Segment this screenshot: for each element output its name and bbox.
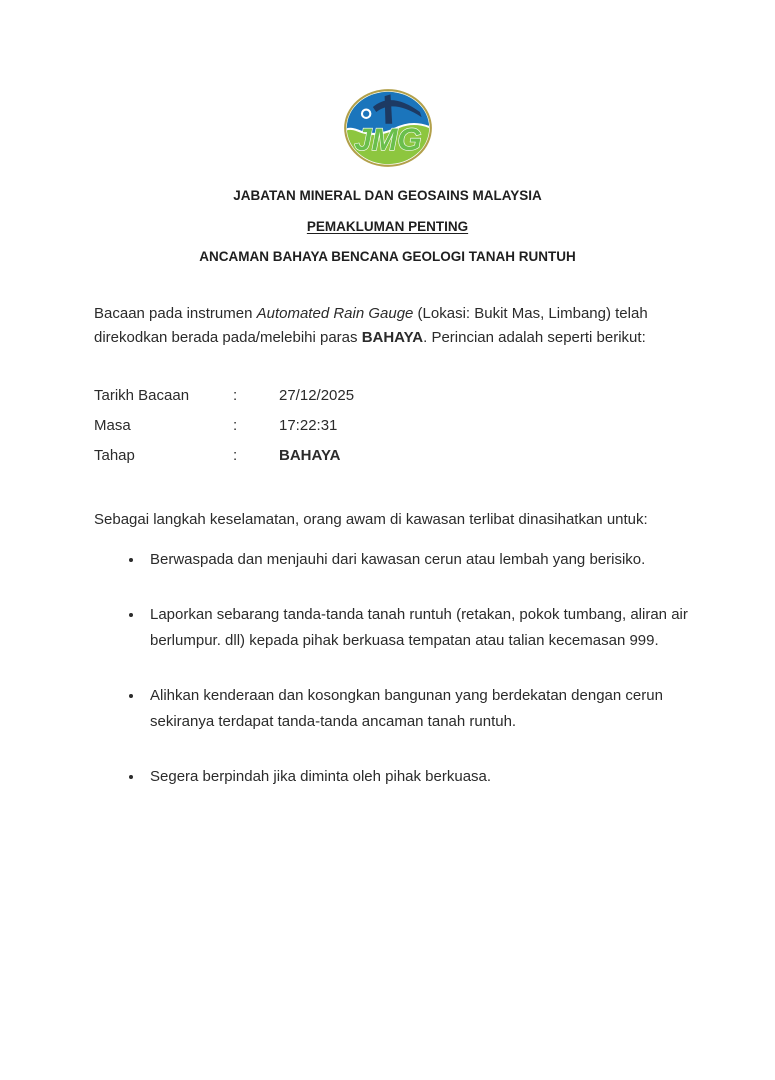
detail-label: Tarikh Bacaan — [94, 387, 190, 404]
reading-details-table — [94, 381, 688, 471]
intro-text-1: Bacaan pada instrumen — [94, 305, 257, 322]
intro-text-2: (Lokasi: Bukit Mas, Limbang) telah direkodkan berada pada/melebihi paras — [94, 305, 648, 346]
table-row-level — [94, 441, 688, 471]
level-value: BAHAYA — [279, 447, 341, 464]
detail-label: Tahap — [94, 447, 135, 464]
list-item: • Alihkan kenderaan dan kosongkan bangunan yang berdekatan dengan cerun sekiranya terdapat tanda-tanda ancaman tanah runtuh. — [144, 683, 688, 736]
date-value: 27/12/2025 — [279, 387, 355, 404]
detail-separator: : — [233, 447, 238, 464]
subject-title: ANCAMAN BAHAYA BENCANA GEOLOGI TANAH RUNTUH — [199, 249, 576, 264]
list-item: • Segera berpindah jika diminta oleh pihak berkuasa. — [144, 764, 688, 791]
intro-paragraph — [94, 302, 688, 350]
table-row-time — [94, 411, 688, 441]
intro-text-3: . Perincian adalah seperti berikut: — [423, 329, 646, 346]
time-value: 17:22:31 — [279, 417, 338, 434]
instrument-name: Automated Rain Gauge — [256, 305, 414, 322]
logo-container — [0, 0, 775, 175]
jmg-logo — [334, 86, 442, 170]
department-title: JABATAN MINERAL DAN GEOSAINS MALAYSIA — [233, 188, 542, 203]
notice-title: PEMAKLUMAN PENTING — [306, 219, 469, 234]
logo-jmg-text: JMG — [353, 121, 422, 157]
detail-separator: : — [233, 387, 238, 404]
advisory-list — [94, 547, 688, 790]
document-body — [94, 302, 688, 790]
detail-label: Masa — [94, 417, 131, 434]
alert-level-inline: BAHAYA — [361, 329, 424, 346]
list-item: • Laporkan sebarang tanda-tanda tanah runtuh (retakan, pokok tumbang, aliran air berlumpur. dll) kepada pihak berkuasa tempatan atau talian kecemasan 999. — [144, 602, 688, 655]
detail-separator: : — [233, 417, 238, 434]
list-item: • Berwaspada dan menjauhi dari kawasan cerun atau lembah yang berisiko. — [144, 547, 688, 574]
table-row-date — [94, 381, 688, 411]
advisory-intro: Sebagai langkah keselamatan, orang awam di kawasan terlibat dinasihatkan untuk: — [94, 511, 648, 528]
